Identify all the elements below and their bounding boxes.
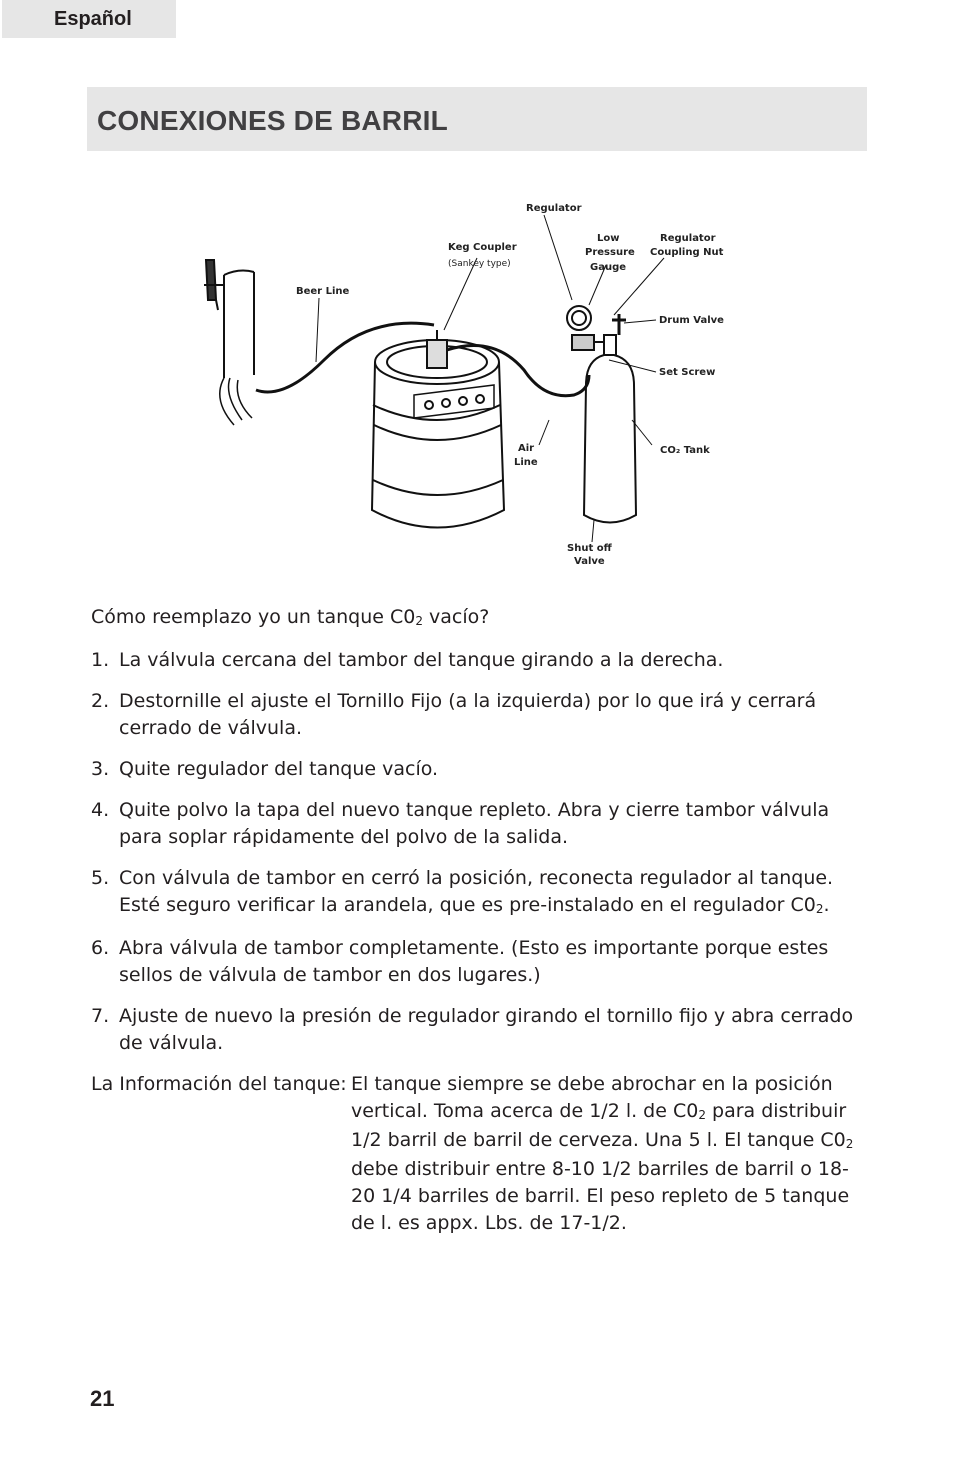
label-shut-off: Shut off <box>567 543 612 554</box>
tank-info-label: La Información del tanque: <box>91 1073 347 1095</box>
label-coupling-nut: Coupling Nut <box>650 247 724 258</box>
steps-list <box>91 647 871 1057</box>
keg-diagram-svg <box>194 190 739 582</box>
step-item: 7. Ajuste de nuevo la presión de regulador girando el tornillo fijo y abra cerrado de válvula. <box>91 1005 854 1054</box>
label-set-screw: Set Screw <box>659 367 716 378</box>
label-line: Line <box>514 457 538 468</box>
label-gauge: Gauge <box>590 262 627 273</box>
section-title: CONEXIONES DE BARRIL <box>97 105 448 136</box>
tank-info-text: El tanque siempre se debe abrochar en la posición vertical. Toma acerca de 1/2 l. de $C0_2$ para distribuir 1/2 barril de barril de cerveza. Una 5 l. El tanque $C0_2$ debe distribuir entre 8-10 1/2 barriles de barril o 18-20 1/4 barriles de barril. El peso repleto de 5 tanque de l. es appx. Lbs. de 17-1/2. <box>351 1073 854 1234</box>
label-co2-tank: CO₂ Tank <box>660 445 710 456</box>
question-line: Cómo reemplazo yo un tanque $C0_2$ vacío? <box>91 606 490 628</box>
language-tab: Español <box>2 0 176 38</box>
label-valve: Valve <box>574 556 605 567</box>
page-number: 21 <box>90 1386 115 1411</box>
step-item: 6. Abra válvula de tambor completamente. (Esto es importante porque estes sellos de válvula de tambor en dos lugares.) <box>91 937 829 986</box>
label-beer-line: Beer Line <box>296 286 350 297</box>
step-item: 3. Quite regulador del tanque vacío. <box>91 758 439 780</box>
step-item: 4. Quite polvo la tapa del nuevo tanque repleto. Abra y cierre tambor válvula para soplar rápidamente del polvo de la salida. <box>91 799 830 848</box>
step-item: 1. La válvula cercana del tambor del tanque girando a la derecha. <box>91 649 724 671</box>
step-item: 2. Destornille el ajuste el Tornillo Fijo (a la izquierda) por lo que irá y cerrará cerrado de válvula. <box>91 690 817 739</box>
tank-info <box>91 1071 871 1237</box>
label-pressure: Pressure <box>585 247 635 258</box>
label-regulator: Regulator <box>526 203 582 214</box>
instructions-body <box>91 604 871 1237</box>
label-keg-coupler: Keg Coupler <box>448 242 517 253</box>
label-sankey-type: (Sankey type) <box>448 259 511 269</box>
label-low: Low <box>597 233 620 244</box>
label-regulator-2: Regulator <box>660 233 716 244</box>
step-item: 5. Con válvula de tambor en cerró la posición, reconecta regulador al tanque. Esté seguro verificar la arandela, que es pre-instalado en el regulador $C0_2$. <box>91 867 834 916</box>
keg-connection-diagram <box>194 190 739 582</box>
label-drum-valve: Drum Valve <box>659 315 724 326</box>
label-air: Air <box>518 443 535 454</box>
section-title-bar <box>87 87 867 151</box>
